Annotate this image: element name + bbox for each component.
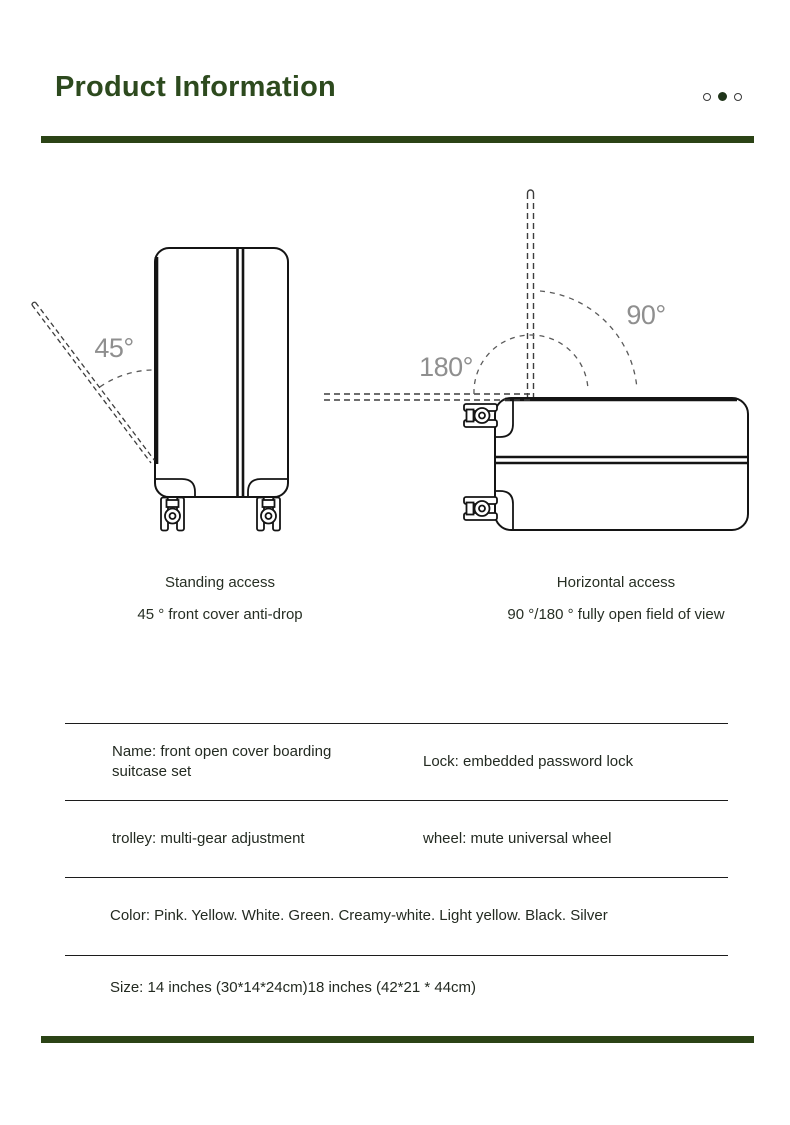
angle-label-90: 90° <box>626 300 666 330</box>
horizontal-caption <box>460 574 772 623</box>
spec-table <box>65 723 728 1021</box>
horizontal-caption-sub: 90 °/180 ° fully open field of view <box>507 606 725 623</box>
wheel-top-icon <box>464 404 497 427</box>
spec-cell-color: Color: Pink. Yellow. White. Green. Creamy-white. Light yellow. Black. Silver <box>110 907 608 925</box>
horizontal-caption-title: Horizontal access <box>556 574 676 591</box>
standing-caption <box>64 574 376 623</box>
spec-row-name-lock <box>65 723 728 800</box>
pagination-dot-2[interactable] <box>718 92 727 101</box>
angle-90-180-annotation <box>324 190 666 400</box>
spec-cell-wheel: wheel: mute universal wheel <box>423 829 612 847</box>
angle-label-180: 180° <box>419 352 473 382</box>
wheel-right-icon <box>257 498 280 531</box>
wheel-bottom-icon <box>464 497 497 520</box>
spec-cell-name: Name: front open cover boarding suitcase set <box>112 742 332 780</box>
angle-label-45: 45° <box>94 333 134 363</box>
spec-cell-lock: Lock: embedded password lock <box>423 752 634 770</box>
spec-row-size <box>65 955 728 1021</box>
spec-row-color <box>65 877 728 955</box>
standing-caption-title: Standing access <box>164 574 276 591</box>
pagination-dots <box>703 92 742 101</box>
wheel-left-icon <box>161 498 184 531</box>
standing-suitcase-drawing <box>155 248 288 531</box>
spec-row-trolley-wheel <box>65 800 728 877</box>
bottom-divider-bar <box>41 1036 754 1043</box>
page-title: Product Information <box>55 71 336 103</box>
angle-45-annotation <box>32 302 155 463</box>
suitcase-diagrams <box>0 170 790 548</box>
pagination-dot-1[interactable] <box>703 93 711 101</box>
spec-cell-trolley: trolley: multi-gear adjustment <box>112 829 305 847</box>
spec-cell-size: Size: 14 inches (30*14*24cm)18 inches (42*21 * 44cm) <box>110 979 477 997</box>
standing-caption-sub: 45 ° front cover anti-drop <box>137 606 303 623</box>
top-divider-bar <box>41 136 754 143</box>
horizontal-suitcase-drawing <box>464 398 748 530</box>
pagination-dot-3[interactable] <box>734 93 742 101</box>
